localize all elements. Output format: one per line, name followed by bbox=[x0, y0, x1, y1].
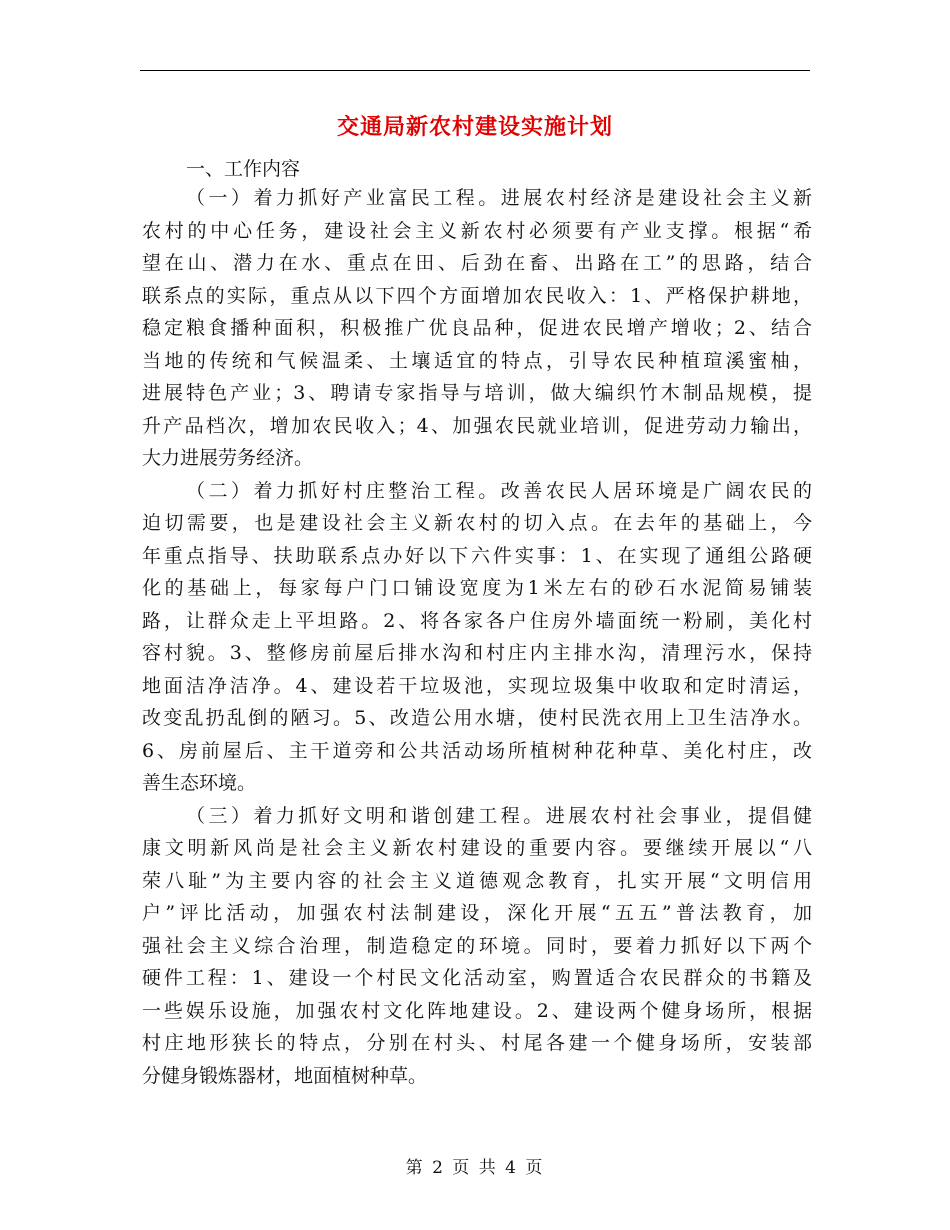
paragraph-line: （二）着力抓好村庄整治工程。改善农民人居环境是广阔农民的 bbox=[186, 479, 812, 502]
paragraph-line: 稳定粮食播种面积，积极推广优良品种，促进农民增产增收；2、结合 bbox=[142, 317, 812, 339]
document-body bbox=[142, 182, 812, 1092]
paragraph-line: 户”评比活动，加强农村法制建设，深化开展“五五”普法教育，加 bbox=[142, 902, 812, 924]
paragraph-line: 年重点指导、扶助联系点办好以下六件实事：1、在实现了通组公路硬 bbox=[142, 544, 812, 567]
paragraph-line: 硬件工程：1、建设一个村民文化活动室，购置适合农民群众的书籍及 bbox=[142, 967, 812, 989]
paragraph-line: （一）着力抓好产业富民工程。进展农村经济是建设社会主义新 bbox=[186, 187, 812, 209]
section-heading: 一、工作内容 bbox=[186, 158, 301, 180]
paragraph bbox=[142, 182, 812, 475]
paragraph-line: 化的基础上，每家每户门口铺设宽度为1米左右的砂石水泥简易铺装 bbox=[142, 577, 812, 599]
paragraph-line: 改变乱扔乱倒的陋习。5、改造公用水塘，使村民洗衣用上卫生洁净水。 bbox=[142, 707, 812, 729]
paragraph-line: 路，让群众走上平坦路。2、将各家各户住房外墙面统一粉刷，美化村 bbox=[142, 609, 812, 632]
paragraph-line: 迫切需要，也是建设社会主义新农村的切入点。在去年的基础上，今 bbox=[142, 512, 812, 534]
paragraph-line: 当地的传统和气候温柔、土壤适宜的特点，引导农民种植瑄溪蜜柚， bbox=[142, 349, 812, 372]
paragraph-line: 善生态环境。 bbox=[142, 772, 257, 794]
paragraph-line: 望在山、潜力在水、重点在田、后劲在畜、出路在工”的思路，结合 bbox=[142, 252, 812, 274]
paragraph-line: 大力进展劳务经济。 bbox=[142, 447, 314, 469]
paragraph-line: （三）着力抓好文明和谐创建工程。进展农村社会事业，提倡健 bbox=[186, 804, 812, 827]
paragraph-line: 进展特色产业；3、聘请专家指导与培训，做大编织竹木制品规模，提 bbox=[142, 382, 812, 404]
paragraph-line: 康文明新风尚是社会主义新农村建设的重要内容。要继续开展以“八 bbox=[142, 837, 812, 859]
paragraph-line: 升产品档次，增加农民收入；4、加强农民就业培训，促进劳动力输出， bbox=[142, 414, 812, 437]
paragraph-line: 荣八耻”为主要内容的社会主义道德观念教育，扎实开展“文明信用 bbox=[142, 869, 812, 892]
paragraph-line: 分健身锻炼器材，地面植树种草。 bbox=[142, 1064, 428, 1087]
paragraph bbox=[142, 800, 812, 1093]
paragraph bbox=[142, 475, 812, 800]
paragraph-line: 6、房前屋后、主干道旁和公共活动场所植树种花种草、美化村庄，改 bbox=[142, 739, 812, 762]
paragraph-line: 强社会主义综合治理，制造稳定的环境。同时，要着力抓好以下两个 bbox=[142, 934, 812, 957]
document-title: 交通局新农村建设实施计划 bbox=[336, 114, 613, 140]
paragraph-line: 地面洁净洁净。4、建设若干垃圾池，实现垃圾集中收取和定时清运， bbox=[142, 674, 812, 697]
page-number: 第 2 页 共 4 页 bbox=[405, 1158, 545, 1178]
header-rule bbox=[140, 70, 810, 71]
paragraph-line: 一些娱乐设施，加强农村文化阵地建设。2、建设两个健身场所，根据 bbox=[142, 999, 812, 1022]
paragraph-line: 联系点的实际，重点从以下四个方面增加农民收入：1、严格保护耕地， bbox=[142, 284, 812, 307]
paragraph-line: 容村貌。3、整修房前屋后排水沟和村庄内主排水沟，清理污水，保持 bbox=[142, 642, 812, 664]
paragraph-line: 村庄地形狭长的特点，分别在村头、村尾各建一个健身场所，安装部 bbox=[142, 1032, 812, 1054]
paragraph-line: 农村的中心任务，建设社会主义新农村必须要有产业支撑。根据“希 bbox=[142, 219, 812, 242]
